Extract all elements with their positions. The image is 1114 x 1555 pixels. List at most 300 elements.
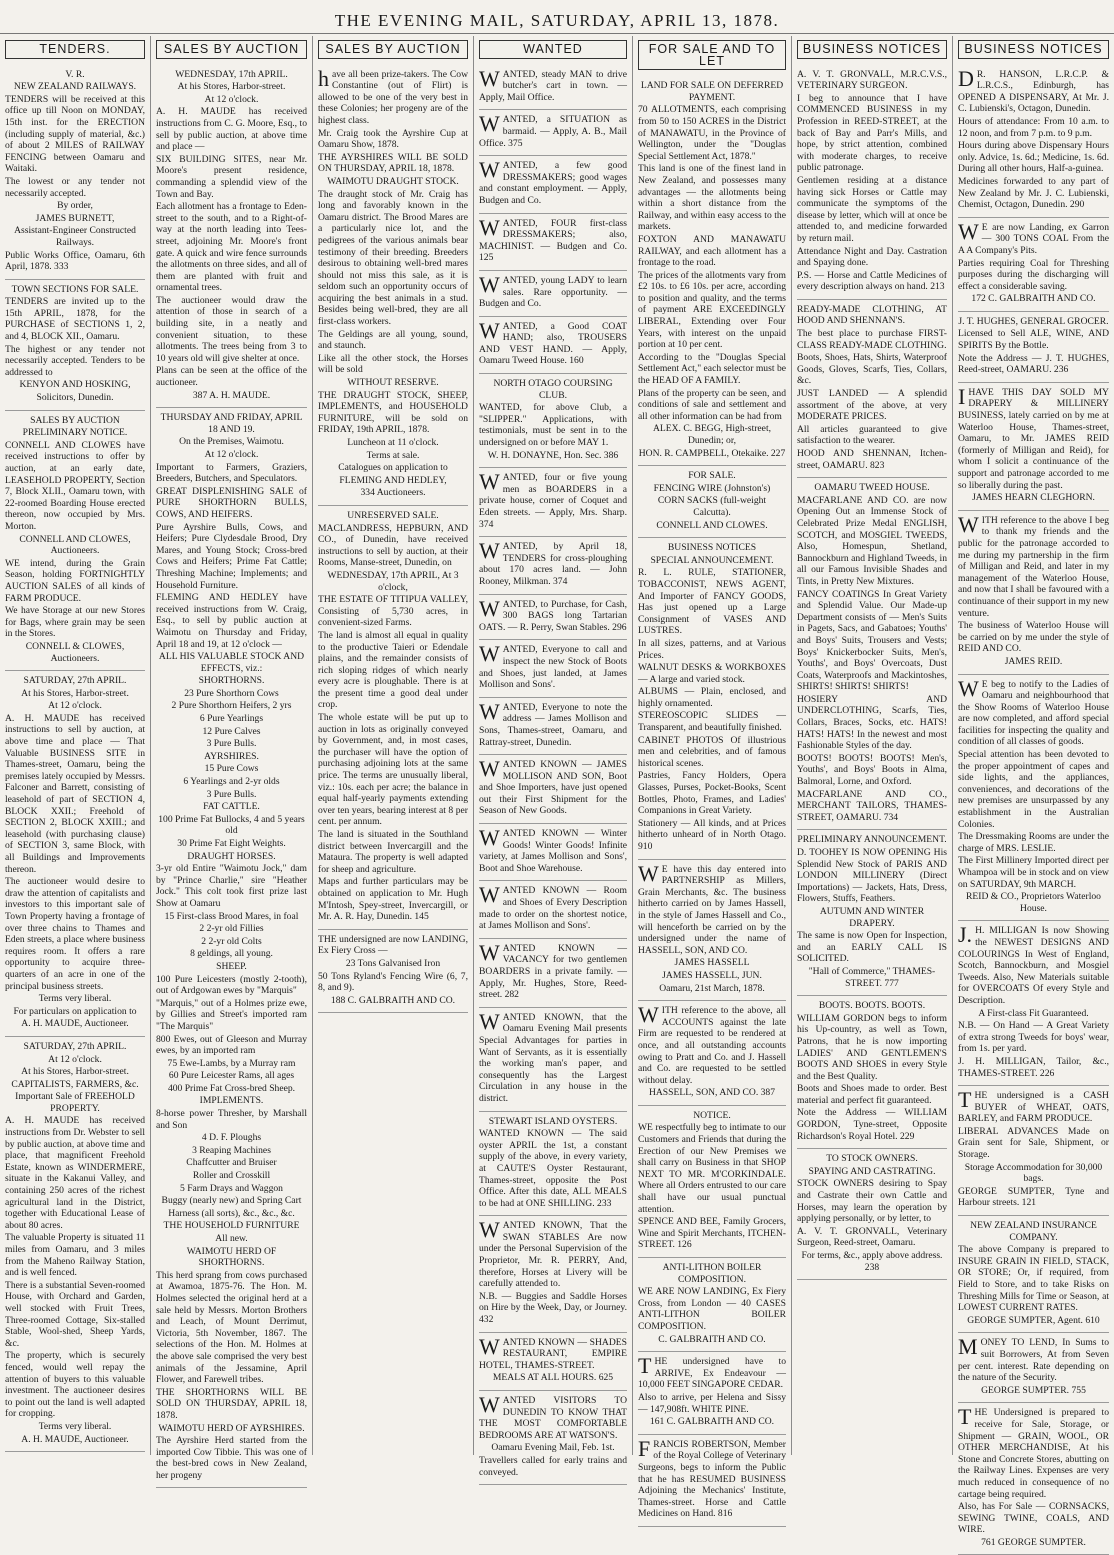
column-2: [151, 36, 313, 1481]
advertisement: [638, 1001, 786, 1106]
ad-line: STEWART ISLAND OYSTERS.: [488, 1115, 618, 1127]
ad-line: Boots, Shoes, Hats, Shirts, Waterproof Goods, Gloves, Scarfs, Ties, Collars, &c.: [797, 352, 947, 387]
ad-line: For terms, &c., apply above address. 238: [801, 1250, 943, 1273]
ad-line: Solicitors, Dunedin.: [36, 392, 114, 404]
ad-line: WANTED, four or five young men as BOARDERS in a private house, corner of Coquet and Eden streets. — Apply, Mrs. Sharp. 374: [479, 469, 627, 530]
ad-line: P.S. — Horse and Cattle Medicines of every description always on hand. 213: [797, 269, 947, 293]
ad-line: WANTED, FOUR first-class DRESSMAKERS; also, MACHINIST. — Budgen and Co. 125: [479, 214, 627, 264]
advertisement: [479, 1216, 627, 1332]
ad-line: At 12 o'clock.: [204, 449, 259, 460]
ad-line: D. TOOHEY IS NOW OPENING His Splendid New Stock of PARIS AND LONDON MILLINERY (Direct Importations) — Jackets, Hats, Dress, Flowers, Stuffs, Feathers.: [797, 847, 947, 905]
ad-line: WANTED, steady MAN to drive butcher's cart in town. — Apply, Mail Office.: [479, 65, 627, 103]
ad-line: 5 Farm Drays and Waggon: [180, 1182, 283, 1194]
column-7: [953, 36, 1114, 1548]
ad-line: GEORGE SUMPTER, Tyne and Harbour streets. 121: [958, 1185, 1109, 1209]
advertisement: [958, 1333, 1109, 1403]
ad-line: R. L. RULE, STATIONER, TOBACCONIST, NEWS AGENT, And Importer of FANCY GOODS, Has just opened up a Large Consignment of VASES AND LUSTRES.: [638, 567, 786, 637]
ad-line: This herd sprang from cows purchased at Awamoa, 1875-76. The Hon. M. Holmes selected the original herd at a sale held by Messrs. Morton Brothers and Leach, of Mount Derrimut, Victoria, 5th November, 1867. The selections of the Hon. M. Holmes at the above sale comprised the very best animals of the Jessamine, April Flower, and Farewell tribes.: [156, 1269, 307, 1386]
ad-line: JAMES REID.: [1004, 655, 1063, 667]
ad-line: 15 Pure Cows: [204, 763, 259, 775]
ad-line: At his Stores, Harbor-street.: [21, 1066, 129, 1078]
newspaper-columns: [0, 36, 1114, 1548]
advertisement: [958, 675, 1109, 922]
ad-line: SALES BY AUCTION: [30, 414, 120, 426]
ad-line: 75 Ewe-Lambs, by a Murray ram: [167, 1057, 296, 1069]
ad-line: CABINET PHOTOS Of illustrious men and celebrities, and of famous historical scenes.: [638, 734, 786, 769]
ad-line: J.H. MILLIGAN Is now Showing the NEWEST DESIGNS AND COLOURINGS In West of England, Scotch, Bannockburn, and Mosgiel Tweeds. Also, New Materials suitable for OVERCOATS Of every Style and Description.: [958, 922, 1109, 1006]
ad-line: At 12 o'clock.: [48, 700, 102, 712]
ad-line: The land is situated in the Southland district between Invercargill and the Mataura. The property is well adapted for sheep and agriculture.: [318, 829, 468, 875]
advertisement: [479, 1112, 627, 1217]
ad-line: 188 C. GALBRAITH AND CO.: [330, 994, 456, 1006]
ad-line: 50 Tons Ryland's Fencing Wire (6, 7, 8, and 9).: [318, 970, 468, 994]
ad-line: UNRESERVED SALE.: [347, 509, 439, 521]
ad-line: Maps and further particulars may be obtained on application to Mr. Hugh M'Intosh, Spey-street, Invercargill, or Mr. A. R. Hay, Dunedin. 145: [318, 876, 468, 923]
ad-line: HOSIERY AND UNDERCLOTHING, Scarfs, Ties, Collars, Braces, Socks, etc. HATS! HATS! HATS! In the newest and most Fashionable Styles of the day.: [797, 693, 947, 752]
advertisement: [479, 214, 627, 271]
advertisement: [479, 755, 627, 824]
ad-line: 2 2-yr old Colts: [201, 935, 262, 947]
ad-line: AUTUMN AND WINTER DRAPERY.: [819, 905, 925, 929]
ad-line: THE DRAUGHT STOCK, SHEEP, IMPLEMENTS, and HOUSEHOLD FURNITURE, will be sold on FRIDAY, 19th APRIL, 1878.: [318, 389, 468, 436]
ad-line: GEORGE SUMPTER. 755: [981, 1384, 1086, 1396]
ad-line: All articles guaranteed to give satisfaction to the wearer.: [797, 423, 947, 447]
advertisement: [479, 595, 627, 641]
ad-line: A. H. MAUDE has received instructions from C. G. Moore, Esq., to sell by public auction, at above time and place —: [156, 106, 307, 153]
ad-line: 15 First-class Brood Mares, in foal: [164, 910, 299, 922]
ad-line: NOTICE.: [693, 1109, 731, 1121]
column-heading: BUSINESS NOTICES: [797, 40, 947, 59]
advertisement: [958, 218, 1109, 312]
advertisement: [958, 312, 1109, 383]
advertisement: [479, 271, 627, 317]
column-5: [633, 36, 792, 1520]
ad-line: ALBUMS — Plain, enclosed, and highly ornamented.: [638, 686, 786, 709]
ad-line: AYRSHIRES.: [204, 750, 259, 762]
ad-line: FLEMING AND HEDLEY,: [339, 474, 447, 486]
column-4: [474, 36, 633, 1478]
ad-line: W. H. DONAYNE, Hon. Sec. 386: [487, 449, 619, 461]
ad-line: Storage Accommodation for 30,000 bags.: [964, 1161, 1103, 1185]
ad-line: WE ARE NOW LANDING, Ex Fiery Cross, from London — 40 CASES ANTI-LITHON BOILER COMPOSITION.: [638, 1286, 786, 1332]
advertisement: [479, 1008, 627, 1112]
ad-line: TENDERS are invited up to the 15th APRIL, 1878, for the PURCHASE of SECTIONS 1, 2, and 4, BLOCK XII., Oamaru.: [5, 296, 145, 343]
ad-line: 70 ALLOTMENTS, each comprising from 50 to 150 ACRES in the District of MANAWATU, in the Province of Wellington, under the "Douglas Special Settlement Act, 1878.": [638, 104, 786, 162]
ad-line: Note the Address — WILLIAM GORDON, Tyne-street, Opposite Richardson's Royal Hotel. 229: [797, 1107, 947, 1142]
ad-line: WE intend, during the Grain Season, holding FORTNIGHTLY AUCTION SALES of all kinds of FARM PRODUCE.: [5, 557, 145, 604]
ad-line: Also to arrive, per Helena and Sissy — 147,908ft. WHITE PINE.: [638, 1391, 786, 1415]
ad-line: HOOD AND SHENNAN, Itchen-street, OAMARU. 823: [797, 448, 947, 471]
masthead: THE EVENING MAIL, SATURDAY, APRIL 13, 1878.: [0, 0, 1114, 34]
ad-line: 8 geldings, all young.: [190, 948, 273, 960]
ad-line: MACLANDRESS, HEPBURN, AND CO., of Dunedin, have received instructions to sell by auction, at their Rooms, Manse-street, Dunedin, on: [318, 522, 468, 569]
ad-line: The lowest or any tender not necessarily accepted.: [5, 175, 145, 199]
ad-line: WE have this day entered into PARTNERSHIP as Millers, Grain Merchants, &c. The business hitherto carried on by James Hassell, in the style of James Hassell and Co., will henceforth be carried on by the undersigned under the name of HASSELL, SON, AND CO.: [638, 860, 786, 956]
ad-line: Plans of the property can be seen, and conditions of sale and settlement and all other information can be had from: [638, 387, 786, 422]
ad-line: WANTED, a SITUATION as barmaid. — Apply, A. B., Mail Office. 375: [479, 111, 627, 149]
ad-line: ALEX. C. BEGG, High-street, Dunedin; or,: [652, 423, 772, 446]
ad-line: CORN SACKS (full-weight Calcutta).: [657, 495, 767, 518]
ad-line: WE respectfully beg to intimate to our Customers and Friends that during the Erection of our New Premises we shall carry on Business in that SHOP NEXT TO MR. M'CORKINDALE. Where all Orders entrusted to our care shall have our usual punctual attention.: [638, 1122, 786, 1215]
ad-line: For particulars on application to: [13, 1005, 137, 1017]
ad-line: I beg to announce that I have COMMENCED BUSINESS in my Profession in REED-STREET, at the back of Bay and Parr's Mills, and hope, by strict attention, combined with moderate charges, to receive public patronage.: [797, 92, 947, 174]
ad-line: MACFARLANE AND CO., MERCHANT TAILORS, THAMES-STREET, OAMARU. 734: [797, 788, 947, 823]
ad-line: Licensed to Sell ALE, WINE, AND SPIRITS By the Bottle.: [958, 328, 1109, 352]
ad-line: A. H. MAUDE, Auctioneer.: [21, 1433, 129, 1445]
column-heading: TENDERS.: [5, 40, 145, 59]
ad-line: Gentlemen residing at a distance having sick Horses or Cattle may communicate the symptoms of the disease by letter, which will at once be attended to, and medicine forwarded by return mail.: [797, 174, 947, 244]
ad-line: Assistant-Engineer Constructed Railways.: [14, 225, 136, 248]
ad-line: A. V. T. GRONVALL, Veterinary Surgeon, Reed-street, Oamaru.: [797, 1225, 947, 1249]
ad-line: All new.: [215, 1233, 248, 1244]
advertisement: [479, 640, 627, 697]
ad-line: THE Undersigned is prepared to receive for Sale, Storage, or Shipment — GRAIN, WOOL, OR OTHER MERCHANDISE, At his Stone and Concrete Stores, abutting on the Railway Lines. Expenses are very much reduced in consequence of no cartage being required.: [958, 1404, 1109, 1500]
ad-line: WANTED KNOWN — SHADES RESTAURANT, EMPIRE HOTEL, THAMES-STREET.: [479, 1333, 627, 1371]
advertisement: [479, 881, 627, 938]
ad-line: 800 Ewes, out of Gleeson and Murray ewes, by an imported ram: [156, 1033, 307, 1057]
ad-line: N.B. — Buggies and Saddle Horses on Hire by the Week, Day, or Journey. 432: [479, 1290, 627, 1326]
ad-line: WANTED KNOWN — Winter Goods! Winter Goods! Infinite variety, at James Mollison and Sons', Boot and Shoe Warehouse.: [479, 825, 627, 874]
ad-line: The Ayrshire Herd started from the imported Cow Tibbie. This was one of the best-bred cows in New Zealand, her progeny: [156, 1435, 307, 1481]
ad-line: 761 GEORGE SUMPTER.: [981, 1536, 1086, 1548]
ad-line: At 12 o'clock.: [204, 93, 259, 105]
ad-line: Medicines forwarded to any part of New Zealand by Mr. J. C. Lubienski, Chemist, Octagon, Dunedin. 290: [958, 175, 1109, 211]
advertisement: [958, 383, 1109, 511]
ad-line: The same is now Open for Inspection, and an EARLY CALL IS SOLICITED.: [797, 930, 947, 965]
advertisement: [797, 996, 947, 1149]
ad-line: MONEY TO LEND, In Sums to suit Borrowers, At from Seven per cent. interest. Rate depending on the nature of the Security.: [958, 1334, 1109, 1384]
ad-line: 161 C. GALBRAITH AND CO.: [649, 1416, 775, 1428]
advertisement: [638, 1352, 786, 1435]
ad-line: THE undersigned are now LANDING, Ex Fiery Cross —: [318, 933, 468, 957]
advertisement: [638, 1258, 786, 1352]
ad-line: The auctioneer would draw the attention of those in search of a building site, in a neatly and convenient situation, to these allotments. The trees being from 3 to 10 years old will give shelter at once.: [156, 294, 307, 364]
ad-line: THE AYRSHIRES WILL BE SOLD ON THURSDAY, APRIL 18, 1878.: [318, 151, 468, 175]
ad-line: 3 Reaping Machines: [192, 1144, 271, 1156]
ad-line: Hours of attendance: From 10 a.m. to 12 noon, and from 7 p.m. to 9 p.m.: [958, 115, 1109, 139]
ad-line: The auctioneer would desire to draw the attention of capitalists and investors to this important sale of Town Property having a frontage of over three chains to Thames and Eden streets, a place where business requires room. It offers a rare opportunity to acquire three-quarters of an acre in one of the principal business streets.: [5, 876, 145, 992]
ad-line: NORTH OTAGO COURSING CLUB.: [493, 378, 613, 401]
advertisement: [479, 374, 627, 468]
ad-line: have all been prize-takers. The Cow Constantine (out of Flirt) is allowed to be one of the very best in these Colonies; her progeny are of the highest class.: [318, 65, 468, 126]
ad-line: THE SHORTHORNS WILL BE SOLD ON THURSDAY, APRIL 18, 1878.: [156, 1386, 307, 1421]
ad-line: V. R.: [65, 68, 85, 80]
ad-line: By order,: [57, 200, 93, 212]
ad-line: N.B. — On Hand — A Great Variety of extra strong Tweeds for boys' wear, from 1s. per yard.: [958, 1020, 1109, 1055]
ad-line: The draught stock of Mr. Craig has long and favorably known in the Oamaru district. The Brood Mares are a particularly nice lot, and the pedigrees of the various animals bear testimony of their breeding. Breeders desirous to obtaining well-bred mares should not miss this sale, as it is seldom such an opportunity occurs of acquiring the best animals in a stud. Besides being well-bred, they are all first-class workers.: [318, 188, 468, 328]
ad-line: 23 Pure Shorthorn Cows: [184, 687, 279, 699]
ad-line: BUSINESS NOTICES: [667, 542, 757, 554]
advertisement: [958, 511, 1109, 675]
advertisement: [479, 65, 627, 111]
advertisement: [797, 300, 947, 478]
advertisement: [638, 860, 786, 1002]
ad-line: TO STOCK OWNERS.: [826, 1153, 918, 1165]
ad-line: CAPITALISTS, FARMERS, &c.: [11, 1078, 139, 1090]
ad-line: LIBERAL ADVANCES Made on Grain sent for Sale, Shipment, or Storage.: [958, 1125, 1109, 1161]
ad-line: STEREOSCOPIC SLIDES — Transparent, and beautifully finished.: [638, 710, 786, 734]
ad-line: Terms at sale.: [366, 449, 420, 461]
ad-line: TENDERS will be received at this office up till Noon on MONDAY, 15th inst. for the ERECTION (including supply of material, &c.) of about 2 MILES of RAILWAY FENCING between Oamaru and Waitaki.: [5, 93, 145, 175]
advertisement: [5, 65, 145, 280]
ad-line: Roller and Crosskill: [192, 1170, 271, 1182]
ad-line: Note the Address — J. T. HUGHES, Reed-street, OAMARU. 236: [958, 352, 1109, 376]
ad-line: FOXTON AND MANAWATU RAILWAY, and each allotment has a frontage to the road.: [638, 233, 786, 269]
advertisement: [638, 538, 786, 859]
ad-line: SPENCE AND BEE, Family Grocers, Wine and Spirit Merchants, ITCHEN-STREET. 126: [638, 1216, 786, 1251]
ad-line: NEW ZEALAND INSURANCE COMPANY.: [970, 1220, 1097, 1243]
ad-line: JUST LANDED — A splendid assortment of the above, at very MODERATE PRICES.: [797, 388, 947, 423]
ad-line: WITH reference to the above, all ACCOUNTS against the late Firm are requested to be rendered at once, and all outstanding accounts owing to Pratt and Co. and J. Hassell and Co. are requested to be settled without delay.: [638, 1002, 786, 1086]
ad-line: Public Works Office, Oamaru, 6th April, 1878. 333: [5, 249, 145, 273]
ad-line: Important Sale of FREEHOLD PROPERTY.: [15, 1091, 135, 1114]
ad-line: Terms very liberal.: [38, 993, 112, 1005]
ad-line: SPAYING AND CASTRATING.: [808, 1165, 936, 1177]
ad-line: WILLIAM GORDON begs to inform his Up-country, as well as Town, Patrons, that he is now importing LADIES' AND GENTLEMEN'S BOOTS AND SHOES in every Style and the Best Quality.: [797, 1012, 947, 1082]
advertisement: [156, 65, 307, 409]
ad-line: WAIMOTU DRAUGHT STOCK.: [327, 175, 459, 187]
ad-line: Attendance Night and Day. Castration and Spaying done.: [797, 245, 947, 269]
ad-line: IMPLEMENTS.: [199, 1095, 264, 1107]
ad-line: DR. HANSON, L.R.C.P. & L.R.C.S., Edinburgh, has OPENED A DISPENSARY, At Mr. J. C. Lubienski's, Octagon, Dunedin.: [958, 65, 1109, 115]
advertisement: [958, 1216, 1109, 1333]
ad-line: The prices of the allotments vary from £2 10s. to £6 10s. per acre, according to position and quality, and the terms of payment ARE EXCEEDINGLY LIBERAL, Extending over Four Years, with interest on the unpaid portion at 10 per cent.: [638, 269, 786, 351]
ad-line: On the Premises, Waimotu.: [179, 436, 284, 448]
ad-line: There is a substantial Seven-roomed House, with Orchard and Garden, well stocked with Fruit Trees, Three-roomed Cottage, Six-stalled Stable, Wool-shed, Sheep Yards, &c.: [5, 1279, 145, 1349]
ad-line: WITH reference to the above I beg to thank my friends and the public for the patronage accorded to me during my partnership in the firm of Milligan and Reid, and later in my management of the Waterloo House, and now that I shall be favoured with a continuance of their support in my new venture.: [958, 511, 1109, 619]
ad-line: WAIMOTU HERD OF AYRSHIRES.: [158, 1422, 305, 1434]
ad-line: SHEEP.: [216, 960, 247, 972]
ad-line: Stationery — All kinds, and at Prices hitherto unheard of in North Otago. 910: [638, 817, 786, 852]
ad-line: Hours during above Dispensary Hours only. Advice, 1s. 6d.; Medicine, 1s. 6d. During all other hours, Half-a-guinea.: [958, 140, 1109, 175]
column-heading: SALES BY AUCTION: [318, 40, 468, 59]
ad-line: WE are now Landing, ex Garron — 300 TONS COAL From the A A Company's Pits.: [958, 218, 1109, 256]
ad-line: PRELIMINARY NOTICE.: [22, 427, 128, 439]
ad-line: Like all the other stock, the Horses will be sold: [318, 352, 468, 376]
ad-line: CONNELL & CLOWES, Auctioneers.: [25, 640, 125, 664]
ad-line: JAMES BURNETT,: [35, 212, 115, 224]
advertisement: [797, 830, 947, 996]
ad-line: FAT CATTLE.: [203, 801, 260, 813]
ad-line: Parties requiring Coal for Threshing purposes during the discharging will effect a considerable saving.: [958, 257, 1109, 292]
advertisement: [5, 411, 145, 671]
ad-line: Pastries, Fancy Holders, Opera Glasses, Purses, Pocket-Books, Scent Bottles, Photo, Frames, and Ladies' Companions in Great Variety.: [638, 770, 786, 817]
ad-line: CONNELL AND CLOWES have received instructions to offer by auction, at an early date, LEASEHOLD PROPERTY, Section 7, Block XLII., Oamaru town, with 22-roomed Boarding House erected thereon, now occupied by Mrs. Morton.: [5, 439, 145, 532]
ad-line: A. V. T. GRONVALL, M.R.C.V.S., VETERINARY SURGEON.: [797, 68, 947, 92]
advertisement: [479, 156, 627, 213]
ad-line: The highest or any tender not necessarily accepted. Tenders to be addressed to: [5, 343, 145, 378]
advertisement: [958, 1086, 1109, 1216]
ad-line: According to the "Douglas Special Settlement Act," each selector must be the HEAD OF A FAMILY.: [638, 351, 786, 387]
ad-line: FANCY COATINGS In Great Variety and Splendid Value. Our Made-up Department consists of — Men's Suits in Pagets, Sacs, and Gabatoes; Youths' and Boys' Suits, Trousers and Vests; Boys' Knickerbocker Suits, Men's, Youths', and Boys' Overcoats, Dust Coats, Waterproofs and Mackintoshes, SHIRTS! SHIRTS! SHIRTS!: [797, 588, 947, 693]
ad-line: HON. R. CAMPBELL, Otekaike. 227: [638, 447, 786, 459]
ad-line: 100 Pure Leicesters (mostly 2-tooth), out of Ardgowan ewes by "Marquis": [156, 973, 307, 997]
ad-line: 334 Auctioneers.: [360, 487, 426, 499]
ad-line: FRANCIS ROBERTSON, Member of the Royal College of Veterinary Surgeons, begs to inform the Public that he has RESUMED BUSINESS Adjoining the Mechanics' Institute, Thames-street. Horse and Cattle Medicines on Hand. 816: [638, 1435, 786, 1520]
ad-line: DRAUGHT HORSES.: [187, 850, 276, 862]
ad-line: WANTED KNOWN — The said oyster APRIL the 1st, a constant supply of the above, in every variety, at CAUTE'S Oyster Restaurant, Thames-street, opposite the Post Office. After this date, ALL MEALS to be had at ONE SHILLING. 233: [479, 1128, 627, 1209]
ad-line: ANTI-LITHON BOILER COMPOSITION.: [662, 1262, 762, 1285]
ad-line: Oamaru, 21st March, 1878.: [659, 982, 765, 994]
column-1: [0, 36, 151, 1455]
ad-line: TOWN SECTIONS FOR SALE.: [11, 283, 139, 295]
ad-line: WALNUT DESKS & WORKBOXES — A large and varied stock.: [638, 662, 786, 685]
ad-line: "Hall of Commerce," THAMES-STREET. 777: [808, 965, 936, 989]
ad-line: At 12 o'clock.: [48, 1053, 102, 1065]
ad-line: WANTED, a few good DRESSMAKERS; good wages and constant employment. — Apply, Budgen and Co.: [479, 157, 627, 206]
ad-line: SIX BUILDING SITES, near Mr. Moore's present residence, commanding a splendid view of the Town and Bay.: [156, 153, 307, 200]
ad-line: The Dressmaking Rooms are under the charge of MRS. LESLIE.: [958, 831, 1109, 854]
ad-line: FENCING WIRE (Johnston's): [653, 482, 771, 494]
ad-line: CONNELL AND CLOWES, Auctioneers.: [19, 533, 131, 557]
ad-line: A First-class Fit Guaranteed.: [978, 1007, 1089, 1019]
ad-line: Plans can be seen at the office of the auctioneer.: [156, 365, 307, 389]
ad-line: This land is one of the finest land in New Zealand, and possesses many advantages — the allotments being within a short distance from the Railway, and within easy access to the markets.: [638, 163, 786, 233]
column-heading: WANTED: [479, 40, 627, 59]
ad-line: WITHOUT RESERVE.: [347, 377, 439, 389]
ad-line: Important to Farmers, Graziers, Breeders, Butchers, and Speculators.: [156, 461, 307, 485]
ad-line: "Marquis," out of a Holmes prize ewe, by Gillies and Street's imported ram "The Marquis": [156, 997, 307, 1032]
ad-line: JAMES HASSELL, JUN.: [662, 969, 762, 981]
ad-line: THE ESTATE OF TITIPUA VALLEY, Consisting of 5,730 acres, in convenient-sized Farms.: [318, 594, 468, 629]
ad-line: C. GALBRAITH AND CO.: [658, 1333, 766, 1345]
advertisement: [638, 466, 786, 538]
ad-line: The First Millinery Imported direct per Whampoa will be in stock and on view on SATURDAY, 9th MARCH.: [958, 855, 1109, 890]
ad-line: SHORTHORNS.: [198, 675, 265, 687]
ad-line: LAND FOR SALE ON DEFERRED PAYMENT.: [640, 80, 784, 103]
ad-line: THE undersigned is a CASH BUYER of WHEAT, OATS, BARLEY, and FARM PRODUCE.: [958, 1087, 1109, 1125]
ad-line: Catalogues on application to: [338, 462, 448, 474]
ad-line: WANTED, by April 18, TENDERS for cross-ploughing about 170 acres land. — John Rooney, Milkman. 374: [479, 538, 627, 587]
ad-line: THURSDAY AND FRIDAY, APRIL 18 AND 19.: [160, 412, 303, 435]
ad-line: JAMES HEARN CLEGHORN.: [972, 492, 1095, 504]
ad-line: FLEMING AND HEDLEY have received instructions from W. Craig, Esq., to sell by public auction at Waimotu on Thursday and Friday, April 18 and 19, at 12 o'clock —: [156, 592, 307, 650]
ad-line: J. H. MILLIGAN, Tailor, &c., THAMES-STREET. 226: [958, 1055, 1109, 1079]
advertisement: [958, 1403, 1109, 1555]
advertisement: [318, 65, 468, 506]
ad-line: HASSELL, SON, AND CO. 387: [648, 1087, 776, 1099]
ad-line: KENYON AND HOSKING,: [19, 379, 131, 391]
ad-line: FOR SALE.: [688, 470, 736, 482]
column-heading: BUSINESS NOTICES: [958, 40, 1109, 59]
ad-line: The property, which is securely fenced, would well repay the attention of buyers to this valuable investment. The auctioneer desires to point out the land is well adapted for cropping.: [5, 1350, 145, 1420]
ad-line: WANTED, young LADY to learn sales. Rare opportunity. — Budgen and Co.: [479, 271, 627, 310]
column-heading: FOR SALE AND TO LET: [638, 40, 786, 70]
ad-line: Each allotment has a frontage to Eden-street to the south, and to a Right-of-way at the north leading into Tees-street, adjoining Mr. Moore's front gate. A quick and wire fence surrounds the allotments on three sides, and all of them are planted with fruit and ornamental trees.: [156, 201, 307, 294]
advertisement: [638, 1435, 786, 1527]
ad-line: 2 2-yr old Fillies: [199, 923, 264, 935]
advertisement: [5, 1037, 145, 1452]
advertisement: [156, 408, 307, 1488]
ad-line: A. H. MAUDE has received instructions from Dr. Webster to sell by public auction, at above time and place, that magnificent Freehold Estate, known as WINDERMERE, situate in the Kakanui Valley, and containing 250 acres of the richest agricultural land in the District, together with Educational Lease of about 80 acres.: [5, 1115, 145, 1231]
ad-line: In all sizes, patterns, and at Various Prices.: [638, 637, 786, 661]
ad-line: BOOTS! BOOTS! BOOTS! Men's, Youths', and Boys' Boots in Alma, Balmoral, Lorne, and Oxford.: [797, 752, 947, 788]
advertisement: [318, 506, 468, 930]
ad-line: WANTED, a Good COAT HAND; also, TROUSERS AND VEST HAND. — Apply, Oamaru Tweed House. 160: [479, 317, 627, 367]
advertisement: [479, 939, 627, 1008]
ad-line: At his Stores, Harbor-street.: [177, 81, 286, 93]
ad-line: 4 D. F. Ploughs: [201, 1132, 262, 1144]
ad-line: GEORGE SUMPTER, Agent. 610: [967, 1314, 1100, 1326]
advertisement: [958, 65, 1109, 218]
advertisement: [479, 110, 627, 156]
advertisement: [479, 317, 627, 374]
ad-line: Pure Ayrshire Bulls, Cows, and Heifers; Pure Clydesdale Brood, Dry Mares, and Young Stock; Cross-bred Cows and Heifers; Prime Fat Cattle; Threshing Machine; Implements; and Household Furniture.: [156, 521, 307, 591]
advertisement: [479, 824, 627, 881]
advertisement: [479, 537, 627, 594]
ad-line: 2 Pure Shorthorn Heifers, 2 yrs: [171, 700, 292, 712]
advertisement: [479, 1333, 627, 1391]
ad-line: NEW ZEALAND RAILWAYS.: [13, 81, 137, 93]
column-3: [313, 36, 474, 1455]
ad-line: 387 A. H. MAUDE.: [192, 389, 271, 401]
ad-line: GREAT DISPLENISHING SALE of PURE SHORTHORN BULLS, COWS, AND HEIFERS.: [156, 485, 307, 520]
ad-line: 3 Pure Bulls.: [206, 738, 257, 750]
ad-line: STOCK OWNERS desiring to Spay and Castrate their own Cattle and Horses, may learn the operation by applying personally, or by letter, to: [797, 1178, 947, 1225]
ad-line: 6 Yearlings and 2-yr olds: [183, 776, 280, 788]
advertisement: [797, 478, 947, 830]
ad-line: BOOTS. BOOTS. BOOTS.: [818, 1000, 926, 1012]
ad-line: WE beg to notify to the Ladies of Oamaru and neighbourhood that the Show Rooms of Waterloo House are now completed, and afford special facilities for inspecting the quality and condition of all classes of goods.: [958, 675, 1109, 748]
ad-line: Mr. Craig took the Ayrshire Cup at Oamaru Show, 1878.: [318, 127, 468, 151]
ad-line: Oamaru Evening Mail, Feb. 1st.: [491, 1442, 615, 1454]
ad-line: The Geldings are all young, sound, and staunch.: [318, 328, 468, 352]
ad-line: SPECIAL ANNOUNCEMENT.: [650, 554, 774, 566]
ad-line: Harness (all sorts), &c., &c., &c.: [168, 1207, 295, 1219]
ad-line: The business of Waterloo House will be carried on by me under the style of REID AND CO.: [958, 620, 1109, 655]
advertisement: [638, 1106, 786, 1258]
ad-line: THE undersigned have to ARRIVE, Ex Endeavour — 10,000 FEET SINGAPORE CEDAR.: [638, 1353, 786, 1391]
ad-line: Luncheon at 11 o'clock.: [347, 437, 439, 448]
ad-line: MEALS AT ALL HOURS. 625: [492, 1372, 614, 1384]
ad-line: The best place to purchase FIRST-CLASS READY-MADE CLOTHING.: [797, 328, 947, 351]
ad-line: WEDNESDAY, 17th APRIL, At 3 o'clock,: [327, 569, 459, 593]
ad-line: Travellers called for early trains and conveyed.: [479, 1454, 627, 1478]
ad-line: IHAVE THIS DAY SOLD MY DRAPERY & MILLINERY BUSINESS, lately carried on by me at Waterloo House, Thames-street, Oamaru, to Mr. JAMES REID (formerly of Milligan and Reid), for whom I solicit a continuance of the support and patronage accorded to me so liberally during the past.: [958, 383, 1109, 491]
ad-line: We have Storage at our new Stores for Bags, where grain may be seen in the Stores.: [5, 605, 145, 640]
advertisement: [638, 76, 786, 466]
ad-line: 8-horse power Thresher, by Marshall and Son: [156, 1108, 307, 1131]
ad-line: The whole estate will be put up to auction in lots as originally conveyed by Government, and, in most cases, the purchaser will have the option of purchasing adjoining lots at the same price. The terms are unusually liberal, viz.: 10s. each per acre; the balance in equal half-yearly payments extending over ten years, bearing interest at 8 per cent. per annum.: [318, 712, 468, 828]
ad-line: 400 Prime Fat Cross-bred Sheep.: [167, 1082, 296, 1094]
ad-line: 3-yr old Entire "Waimotu Jock," dam by "Prince Charlie," sire "Heather Jock." This colt took first prize last Show at Oamaru: [156, 863, 307, 909]
ad-line: 3 Pure Bulls.: [206, 788, 257, 800]
ad-line: 100 Prime Fat Bullocks, 4 and 5 years old: [158, 813, 305, 837]
ad-line: Chaffcutter and Bruiser: [186, 1157, 277, 1169]
ad-line: Special attention has been devoted to the proper appointment of capes and side lights, and the appliances, conveniences, and decorations of the new premises are unsurpassed by any establishment in the Australian Colonies.: [958, 749, 1109, 830]
advertisement: [797, 1149, 947, 1280]
ad-line: At his Stores, Harbor-street.: [21, 687, 129, 699]
ad-line: SATURDAY, 27th APRIL.: [23, 1040, 127, 1052]
ad-line: The valuable Property is situated 11 miles from Oamaru, and 3 miles from the Maheno Railway Station, and is well fenced.: [5, 1232, 145, 1279]
ad-line: WANTED, for above Club, a "SLIPPER." Applications, with testimonials, must be sent in to the undersigned on or before MAY 1.: [479, 402, 627, 449]
ad-line: WANTED KNOWN — VACANCY for two gentlemen BOARDERS in a private family. — Apply, Mr. Hughes, Store, Reed-street. 282: [479, 939, 627, 1001]
ad-line: Boots and Shoes made to order. Best material and perfect fit guaranteed.: [797, 1083, 947, 1106]
ad-line: WANTED, Everyone to note the address — James Mollison and Sons, Thames-street, Oamaru, and Rattray-street, Dunedin.: [479, 698, 627, 748]
ad-line: 30 Prime Fat Eight Weights.: [177, 838, 286, 849]
ad-line: 172 C. GALBRAITH AND CO.: [971, 293, 1096, 305]
ad-line: OAMARU TWEED HOUSE.: [814, 482, 930, 494]
ad-line: THE HOUSEHOLD FURNITURE: [163, 1220, 300, 1232]
ad-line: WANTED KNOWN, that the Oamaru Evening Mail presents Special Advantages for parties in Want of Servants, as it is essentially the working man's paper, and consequently has the Largest Circulation in any house in the district.: [479, 1008, 627, 1104]
ad-line: The above Company is prepared to INSURE GRAIN IN FIELD, STACK, OR STORE; Or, if required, from Field to Store, and to take Risks on Threshing Mills for Time or Season, at LOWEST CURRENT RATES.: [958, 1244, 1109, 1314]
advertisement: [318, 930, 468, 1014]
ad-line: 6 Pure Yearlings: [199, 713, 264, 725]
ad-line: WAIMOTU HERD OF SHORTHORNS.: [186, 1245, 277, 1269]
ad-line: 23 Tons Galvanised Iron: [345, 957, 441, 969]
ad-line: Buggy (nearly new) and Spring Cart: [161, 1195, 302, 1207]
ad-line: A. H. MAUDE has received instructions to sell by auction, at above time and place — That Valuable BUSINESS SITE in Thames-street, Oamaru, being the premises lately occupied by Messrs. Falconer and Barrett, consisting of leasehold of part of SECTION 4, BLOCK XXII.; Freehold of SECTION 2, BLOCK XXIII.; and leasehold (with purchasing clause) of SECTION 3, same Block, with all Buildings and Improvements thereon.: [5, 712, 145, 875]
